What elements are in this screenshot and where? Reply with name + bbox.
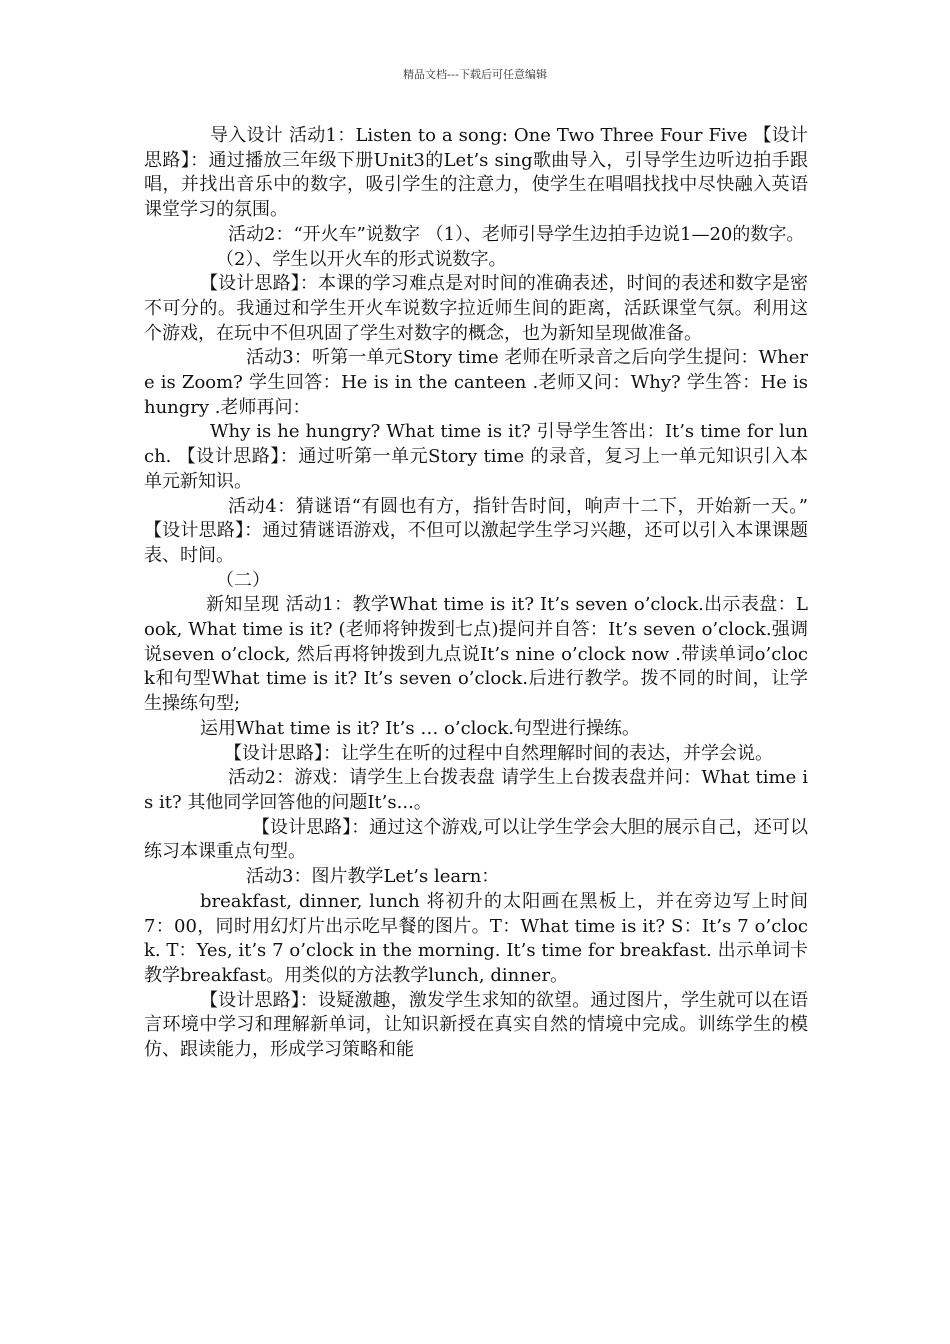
paragraph: 活动3：听第一单元Story time 老师在听录音之后向学生提问：Where is Zoom? 学生回答：He is in the canteen .老师又问：Why? 学生答：He is hungry .老师再问：	[144, 347, 808, 418]
paragraph: 活动4：猜谜语“有圆也有方，指针告时间，响声十二下，开始新一天。” 【设计思路】：通过猜谜语游戏，不但可以激起学生学习兴趣，还可以引入本课课题表、时间。	[144, 495, 808, 566]
paragraph: 活动3：图片教学Let’s learn：	[246, 866, 500, 888]
paragraph: Why is he hungry? What time is it? 引导学生答出：It’s time for lunch. 【设计思路】：通过听第一单元Story time 的录音，复习上一单元知识引入本单元新知识。	[144, 421, 808, 492]
paragraph: 【设计思路】：本课的学习难点是对时间的准确表述，时间的表述和数字是密不可分的。我通过和学生开火车说数字拉近师生间的距离，活跃课堂气氛。利用这个游戏，在玩中不但巩固了学生对数字的概念，也为新知呈现做准备。	[144, 273, 808, 344]
paragraph: 【设计思路】：设疑激趣，激发学生求知的欲望。通过图片，学生就可以在语言环境中学习和理解新单词，让知识新授在真实自然的情境中完成。训练学生的模仿、跟读能力，形成学习策略和能	[144, 989, 808, 1061]
paragraph: （2）、学生以开火车的形式说数字。	[216, 248, 507, 270]
document-body	[144, 124, 808, 1063]
paragraph: 【设计思路】：通过这个游戏,可以让学生学会大胆的展示自己，还可以练习本课重点句型。	[144, 816, 808, 863]
paragraph: 活动2：“开火车”说数字 （1）、老师引导学生边拍手边说1—20的数字。	[228, 223, 805, 245]
paragraph: 活动2：游戏：请学生上台拨表盘 请学生上台拨表盘并问：What time is it? 其他同学回答他的问题It’s...。	[144, 767, 808, 813]
paragraph: breakfast, dinner, lunch 将初升的太阳画在黑板上，并在旁边写上时间7：00，同时用幻灯片出示吃早餐的图片。T：What time is it? S：It’s 7 o’clock. T：Yes, it’s 7 o’clock in the morning. It’s time for breakfast. 出示单词卡教学breakfast。用类似的方法教学lunch, dinner。	[144, 890, 808, 986]
paragraph: 运用What time is it? It’s … o’clock.句型进行操练。	[200, 717, 640, 739]
paragraph: 新知呈现 活动1：教学What time is it? It’s seven o’clock.出示表盘：Look, What time is it? (老师将钟拨到七点)提问并自答：It’s seven o’clock.强调说seven o’clock, 然后再将钟拨到九点说It’s nine o’clock now .带读单词o’clock和句型What time is it? It’s seven o’clock.后进行教学。拨不同的时间，让学生操练句型;	[144, 594, 808, 715]
page-header: 精品文档---下载后可任意编辑	[403, 68, 547, 81]
paragraph: （二）	[216, 569, 270, 591]
paragraph: 导入设计 活动1：Listen to a song: One Two Three Four Five 【设计思路】：通过播放三年级下册Unit3的Let’s sing歌曲导入，引导学生边听边拍手跟唱，并找出音乐中的数字，吸引学生的注意力，使学生在唱唱找找中尽快融入英语课堂学习的氛围。	[144, 125, 808, 221]
paragraph: 【设计思路】：让学生在听的过程中自然理解时间的表达，并学会说。	[224, 742, 773, 764]
